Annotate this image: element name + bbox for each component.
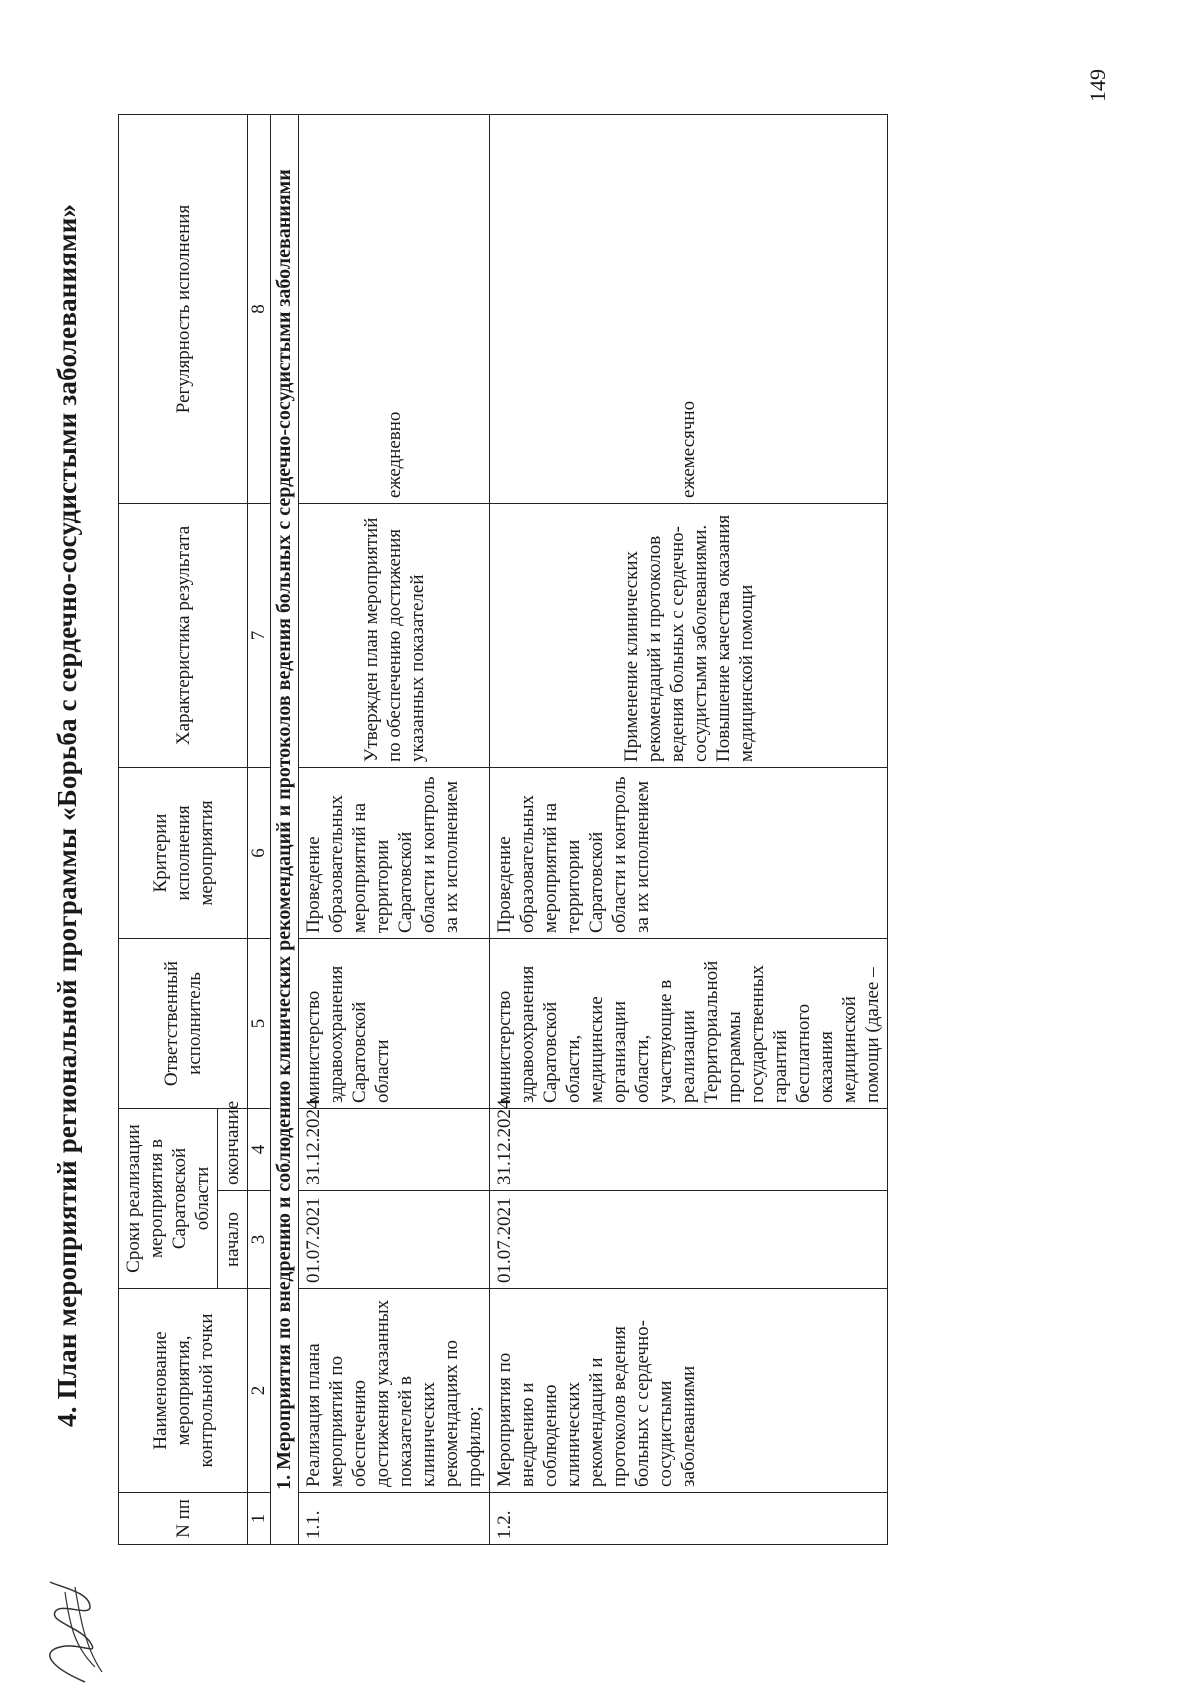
row-start: 01.07.2021: [490, 1191, 888, 1289]
header-row: [119, 114, 218, 1544]
page-number: 149: [1085, 69, 1110, 102]
row-name: Реализация плана мероприятий по обеспечению достижения указанных показателей в клинических рекомендациях по профилю;: [299, 1289, 490, 1493]
row-responsible: министерство здравоохранения Саратовской области, медицинские организации области, участвующие в реализации Территориальной программы государственных гарантий бесплатного оказания медицинской помощи (далее –: [490, 938, 888, 1108]
column-number: 5: [248, 938, 271, 1108]
header-regularity: Регулярность исполнения: [119, 114, 248, 503]
table-row: [490, 114, 888, 1544]
column-number: 4: [248, 1108, 271, 1190]
column-numbers-row: [248, 114, 271, 1544]
document-title: 4. План мероприятий региональной программы «Борьба с сердечно-сосудистыми заболеваниями»: [52, 203, 82, 1427]
row-end: 31.12.2024: [299, 1108, 490, 1190]
section-title: 1. Мероприятия по внедрению и соблюдению клинических рекомендаций и протоколов ведения больных с сердечно-сосудистыми заболеваниями: [271, 114, 299, 1544]
header-dates: Сроки реализации мероприятия в Саратовской области: [119, 1108, 218, 1288]
column-number: 7: [248, 503, 271, 767]
row-start: 01.07.2021: [299, 1191, 490, 1289]
column-number: 1: [248, 1493, 271, 1545]
row-result: Утвержден план мероприятий по обеспечению достижения указанных показателей: [299, 503, 490, 767]
header-start: начало: [218, 1191, 248, 1289]
row-result: Применение клинических рекомендаций и протоколов ведения больных с сердечно-сосудистыми заболеваниями. Повышение качества оказания медицинской помощи: [490, 503, 888, 767]
row-num: 1.2.: [490, 1493, 888, 1545]
header-end: окончание: [218, 1108, 248, 1190]
column-number: 8: [248, 114, 271, 503]
header-result: Характеристика результата: [119, 503, 248, 767]
column-number: 2: [248, 1289, 271, 1493]
row-responsible: министерство здравоохранения Саратовской области: [299, 938, 490, 1108]
header-num: N пп: [119, 1493, 248, 1545]
row-criteria: Проведение образовательных мероприятий на территории Саратовской области и контроль за их исполнением: [299, 767, 490, 938]
row-regularity: ежедневно: [299, 114, 490, 503]
row-num: 1.1.: [299, 1493, 490, 1545]
table-row: [299, 114, 490, 1544]
row-end: 31.12.2024: [490, 1108, 888, 1190]
row-name: Мероприятия по внедрению и соблюдению клинических рекомендаций и протоколов ведения больных с сердечно-сосудистыми заболеваниями: [490, 1289, 888, 1493]
header-name: Наименование мероприятия, контрольной точки: [119, 1289, 248, 1493]
section-row: [271, 114, 299, 1544]
row-criteria: Проведение образовательных мероприятий на территории Саратовской области и контроль за их исполнением: [490, 767, 888, 938]
column-number: 6: [248, 767, 271, 938]
header-responsible: Ответственный исполнитель: [119, 938, 248, 1108]
column-number: 3: [248, 1191, 271, 1289]
activities-table: [118, 114, 888, 1545]
signature: [30, 1577, 110, 1687]
row-regularity: ежемесячно: [490, 114, 888, 503]
header-criteria: Критерии исполнения мероприятия: [119, 767, 248, 938]
